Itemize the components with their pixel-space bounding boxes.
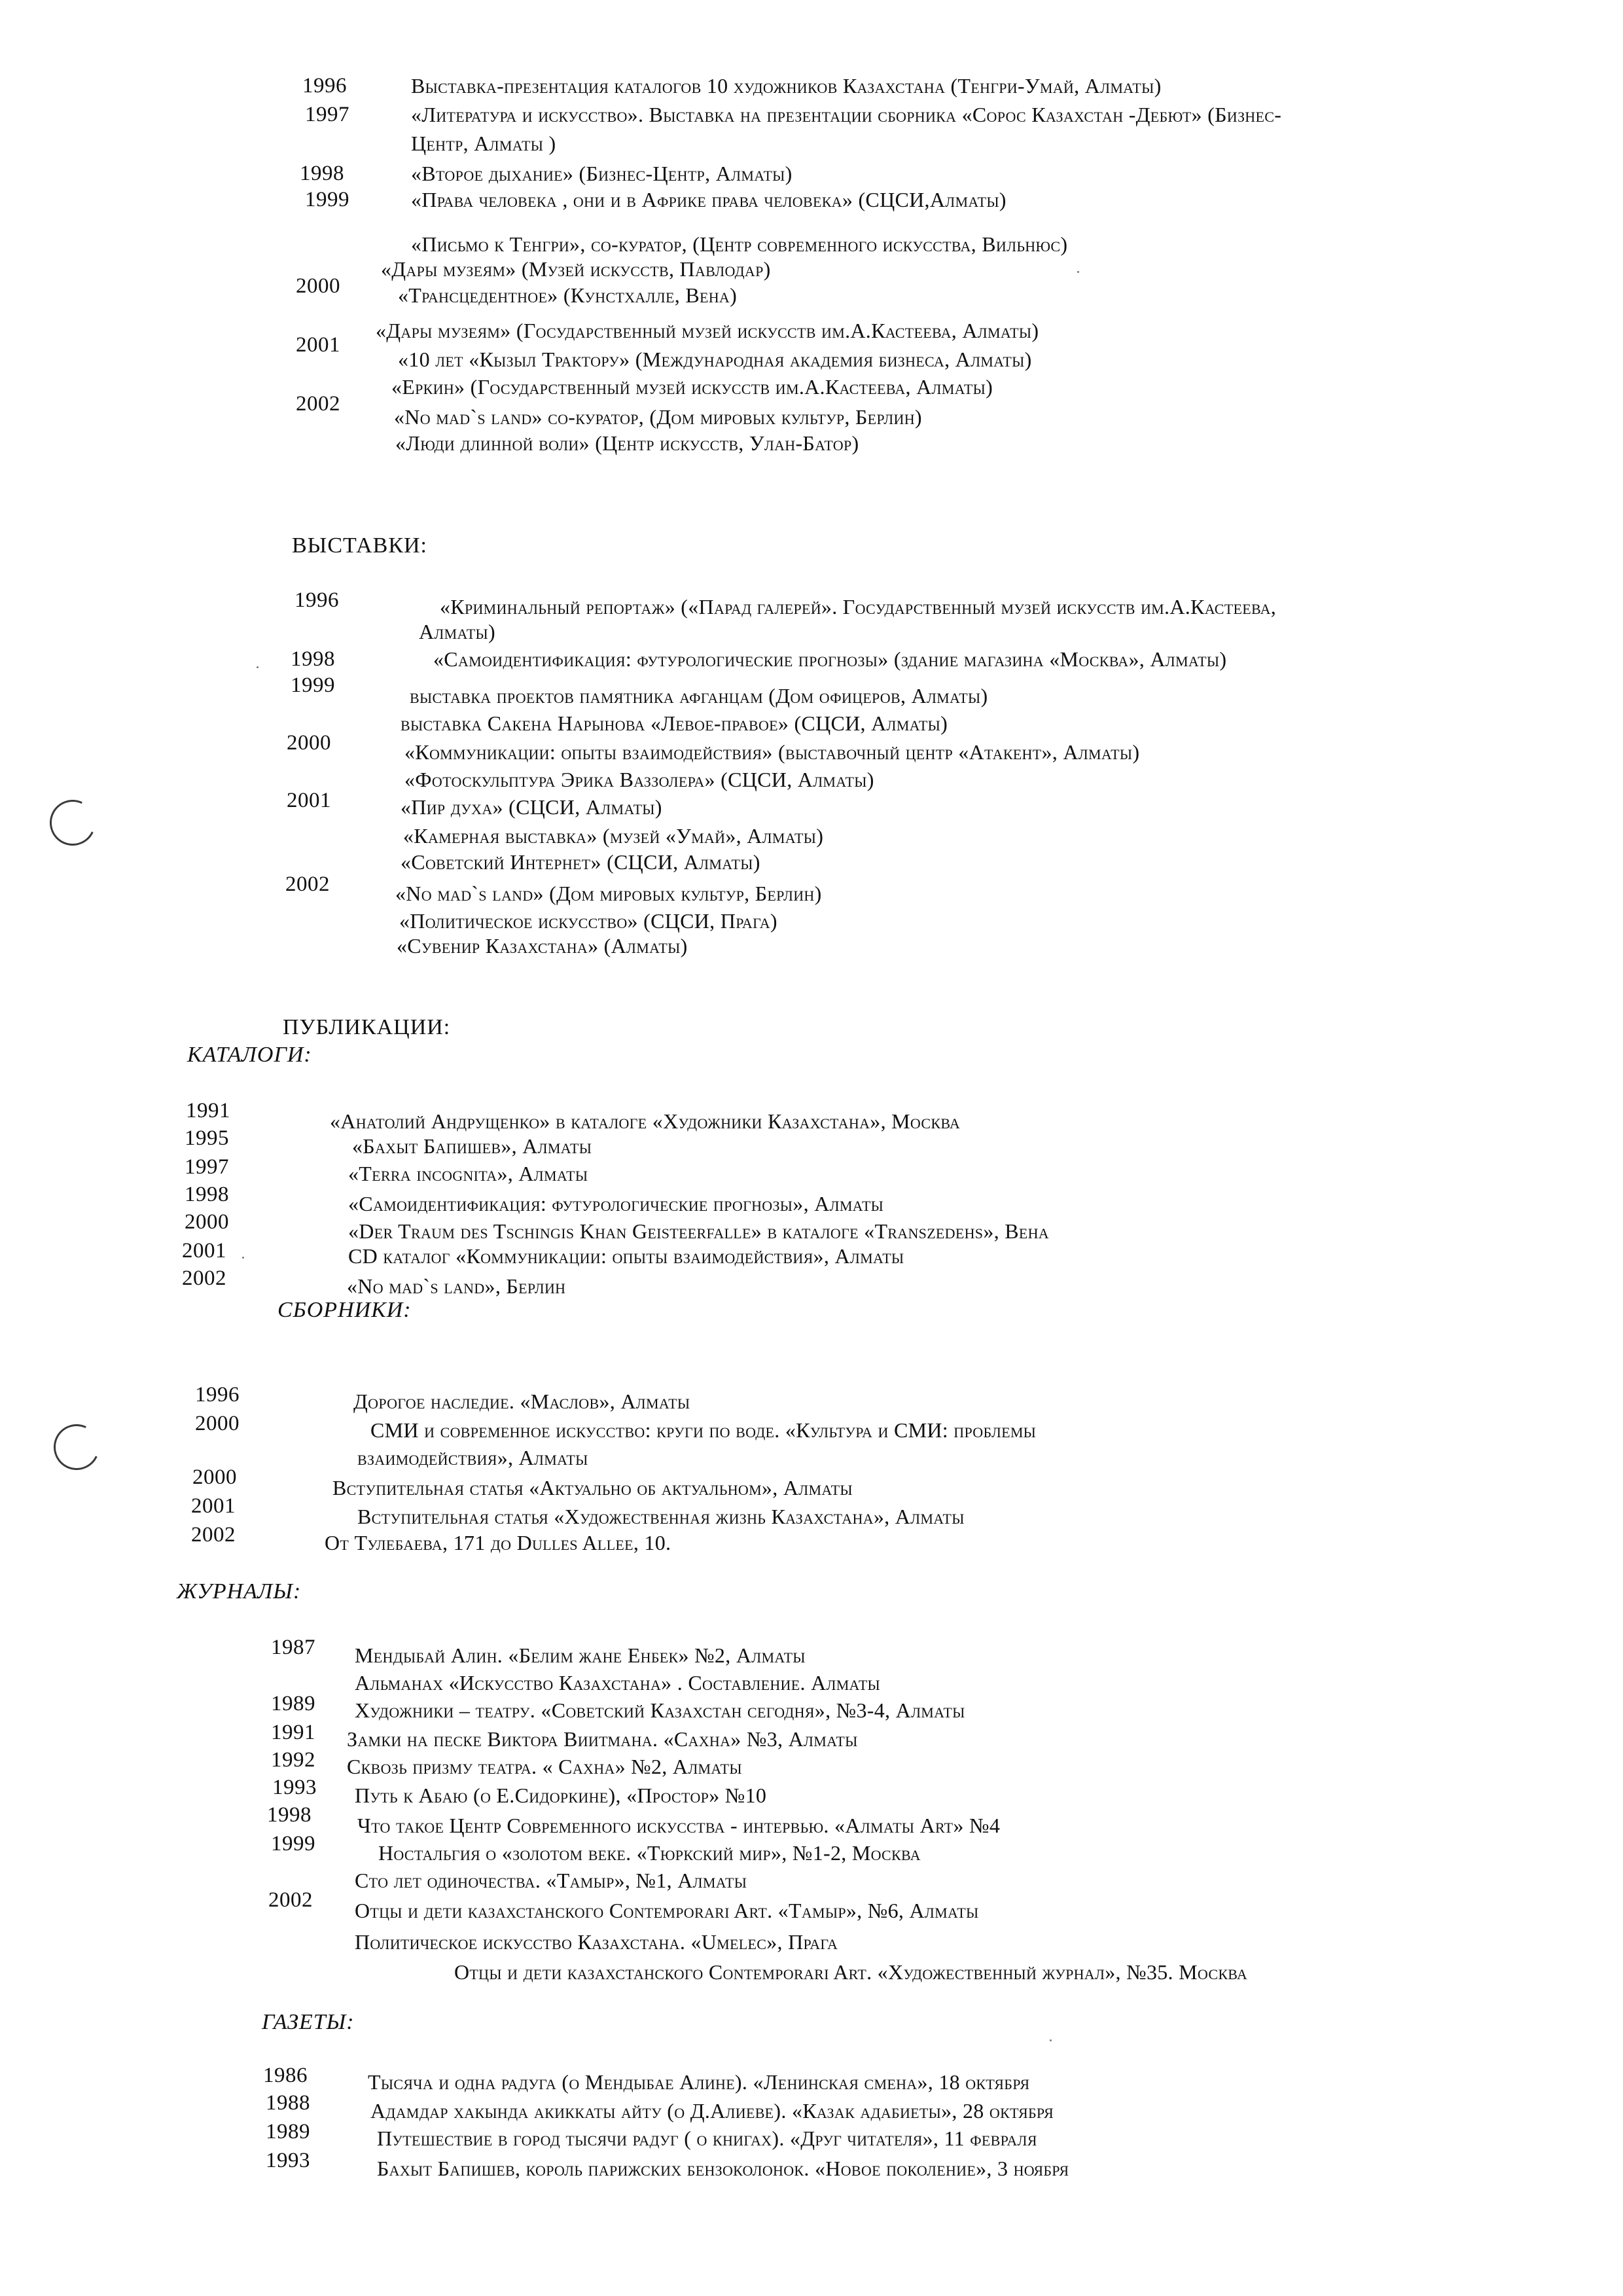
scan-speck — [242, 1257, 244, 1259]
publications-heading: ПУБЛИКАЦИИ: — [283, 1015, 451, 1039]
row-text: Ностальгия о «золотом веке. «Тюркский мир», №1-2, Москва — [378, 1841, 921, 1865]
row-text: «Трансцедентное» (Кунстхалле, Вена) — [398, 283, 738, 307]
row-year: 1999 — [305, 188, 349, 211]
row-year: 1999 — [271, 1832, 315, 1856]
row-year: 2001 — [296, 333, 340, 357]
row-year: 2002 — [182, 1266, 226, 1290]
row-text: Центр, Алматы ) — [411, 132, 556, 155]
row-text: «Анатолий Андрущенко» в каталоге «Художники Казахстана», Москва — [330, 1109, 961, 1133]
row-text: «Der Traum des Tschingis Khan Geisteerfalle» в каталоге «Transzedehs», Вена — [348, 1219, 1049, 1243]
row-text: «Еркин» (Государственный музей искусств им.А.Кастеева, Алматы) — [391, 375, 993, 399]
row-text: «Письмо к Тенгри», со-куратор, (Центр современного искусства, Вильнюс) — [411, 232, 1068, 256]
row-year: 2000 — [195, 1412, 240, 1435]
list-item — [0, 729, 1623, 768]
row-year: 1992 — [271, 1748, 315, 1772]
row-year: 1987 — [271, 1636, 315, 1659]
row-text: «10 лет «Кызыл Трактору» (Международная академия бизнеса, Алматы) — [398, 348, 1032, 371]
row-year: 1997 — [305, 103, 349, 126]
row-text: Дорогое наследие. «Маслов», Алматы — [353, 1390, 690, 1413]
row-text: Путь к Абаю (о Е.Сидоркине), «Простор» №10 — [355, 1784, 767, 1807]
row-text: «No mad`s land» (Дом мировых культур, Берлин) — [395, 882, 822, 905]
row-text: «Литература и искусство». Выставка на презентации сборника «Сорос Казахстан -Дебют» (Бизнес- — [411, 103, 1282, 126]
row-year: 2002 — [191, 1523, 236, 1547]
row-year: 1998 — [185, 1183, 229, 1206]
list-item — [0, 932, 1623, 971]
list-item — [0, 1410, 1623, 1449]
list-item — [0, 1634, 1623, 1673]
row-text: выставка Сакена Нарынова «Левое-правое» (СЦСИ, Алматы) — [401, 711, 948, 735]
journals-heading: ЖУРНАЛЫ: — [177, 1579, 302, 1604]
row-year: 1988 — [266, 2091, 310, 2115]
row-year: 1998 — [267, 1803, 312, 1827]
row-text: Отцы и дети казахстанского Contemporari Art. «Тамыр», №6, Алматы — [355, 1899, 979, 1922]
row-text: «Дары музеям» (Государственный музей искусств им.А.Кастеева, Алматы) — [376, 319, 1039, 342]
row-text: «Камерная выставка» (музей «Умай», Алматы) — [403, 824, 824, 848]
row-text: выставка проектов памятника афганцам (Дом офицеров, Алматы) — [410, 684, 988, 708]
list-item — [0, 429, 1623, 469]
scan-speck — [257, 666, 259, 668]
row-text: взаимодействия», Алматы — [357, 1446, 588, 1469]
row-text: Адамдар хакында акиккаты айту (о Д.Алиеве). «Казак адабиеты», 28 октября — [370, 2099, 1054, 2123]
row-text: «Самоидентификация: футурологические прогнозы» (здание магазина «Москва», Алматы) — [433, 647, 1227, 671]
row-year: 2002 — [285, 872, 330, 896]
row-text: Замки на песке Виктора Виитмана. «Сахна» №3, Алматы — [347, 1727, 858, 1751]
list-item — [0, 1265, 1623, 1304]
row-year: 1998 — [300, 162, 344, 185]
row-text: «Пир духа» (СЦСИ, Алматы) — [401, 795, 662, 819]
row-text: «No mad`s land», Берлин — [347, 1274, 566, 1298]
row-text: Художники – театру. «Советский Казахстан сегодня», №3-4, Алматы — [355, 1698, 965, 1722]
row-year: 1996 — [302, 74, 347, 98]
row-text: Сто лет одиночества. «Тамыр», №1, Алматы — [355, 1869, 747, 1892]
row-year: 1989 — [266, 2120, 310, 2144]
list-item — [0, 272, 1623, 312]
row-text: Бахыт Бапишев, король парижских бензоколонок. «Новое поколение», 3 ноября — [377, 2157, 1069, 2180]
row-text: «Политическое искусство» (СЦСИ, Прага) — [399, 909, 777, 933]
row-text: «Terra incognita», Алматы — [348, 1162, 588, 1185]
exhibitions-heading: ВЫСТАВКИ: — [292, 533, 427, 558]
catalogs-heading: КАТАЛОГИ: — [187, 1043, 312, 1067]
list-item — [0, 870, 1623, 910]
row-year: 2000 — [287, 731, 331, 755]
row-year: 1989 — [271, 1692, 315, 1715]
row-text: «Советский Интернет» (СЦСИ, Алматы) — [401, 850, 760, 874]
list-item — [0, 787, 1623, 826]
row-text: «No mad`s land» со-куратор, (Дом мировых культур, Берлин) — [394, 405, 922, 429]
row-text: Альманах «Искусство Казахстана» . Составление. Алматы — [355, 1671, 881, 1695]
row-text: «Самоидентификация: футурологические прогнозы», Алматы — [348, 1192, 884, 1215]
list-item — [0, 1521, 1623, 1560]
row-year: 1996 — [195, 1383, 240, 1407]
row-year: 1998 — [291, 647, 335, 671]
row-text: «Люди длинной воли» (Центр искусств, Улан-Батор) — [395, 431, 859, 455]
row-year: 2000 — [296, 274, 340, 298]
row-text: «Коммуникации: опыты взаимодействия» (выставочный центр «Атакент», Алматы) — [404, 740, 1140, 764]
list-item — [0, 1830, 1623, 1869]
list-item — [0, 1886, 1623, 1926]
row-year: 2001 — [191, 1494, 236, 1518]
row-text: СМИ и современное искусство: круги по воде. «Культура и СМИ: проблемы — [370, 1418, 1037, 1442]
row-text: Выставка-презентация каталогов 10 художников Казахстана (Тенгри-Умай, Алматы) — [411, 74, 1162, 98]
list-item — [0, 1956, 1623, 1995]
row-text: Вступительная статья «Художественная жизнь Казахстана», Алматы — [357, 1505, 965, 1528]
row-year: 2000 — [192, 1465, 237, 1489]
scan-speck — [1050, 2039, 1052, 2041]
row-text: Тысяча и одна радуга (о Мендыбае Алине). «Ленинская смена», 18 октября — [368, 2070, 1030, 2094]
row-text: Политическое искусство Казахстана. «Umelec», Прага — [355, 1930, 838, 1954]
newspapers-heading: ГАЗЕТЫ: — [262, 2010, 355, 2034]
row-year: 1993 — [272, 1776, 317, 1799]
row-year: 1986 — [263, 2064, 308, 2087]
row-text: Алматы) — [419, 620, 495, 643]
row-year: 1991 — [271, 1721, 315, 1744]
row-text: Сквозь призму театра. « Сахна» №2, Алматы — [347, 1755, 742, 1778]
row-text: Что такое Центр Современного искусства - интервью. «Алматы Art» №4 — [357, 1814, 1001, 1837]
row-text: «Второе дыхание» (Бизнес-Центр, Алматы) — [411, 162, 793, 185]
row-year: 2001 — [287, 789, 331, 812]
row-text: «Дары музеям» (Музей искусств, Павлодар) — [381, 257, 771, 281]
row-year: 1997 — [185, 1155, 229, 1179]
row-text: Мендыбай Алин. «Белим жане Енбек» №2, Алматы — [355, 1643, 806, 1667]
row-text: «Права человека , они и в Африке права человека» (СЦСИ,Алматы) — [411, 188, 1007, 211]
row-text: CD каталог «Коммуникации: опыты взаимодействия», Алматы — [348, 1244, 904, 1268]
row-year: 1999 — [291, 673, 335, 697]
row-year: 2000 — [185, 1210, 229, 1234]
row-year: 1991 — [186, 1099, 230, 1122]
row-text: От Тулебаева, 171 до Dulles Allee, 10. — [325, 1531, 671, 1554]
row-text: Путешествие в город тысячи радуг ( о книгах). «Друг читателя», 11 февраля — [377, 2126, 1037, 2150]
row-year: 2002 — [296, 392, 340, 416]
row-text: «Фотоскульптура Эрика Ваззолера» (СЦСИ, Алматы) — [404, 768, 874, 791]
row-text: «Криминальный репортаж» («Парад галерей». Государственный музей искусств им.А.Кастеева, — [440, 595, 1277, 619]
row-year: 2001 — [182, 1239, 226, 1263]
row-year: 1996 — [294, 588, 339, 612]
row-year: 1993 — [266, 2149, 310, 2172]
row-year: 2002 — [268, 1888, 313, 1912]
collections-heading: СБОРНИКИ: — [277, 1298, 412, 1322]
list-item — [0, 2147, 1623, 2186]
row-text: Вступительная статья «Актуально об актуальном», Алматы — [332, 1476, 853, 1499]
scan-speck — [1077, 271, 1079, 273]
list-item — [0, 331, 1623, 370]
row-text: «Сувенир Казахстана» (Алматы) — [397, 934, 688, 958]
list-item — [0, 672, 1623, 711]
row-text: «Бахыт Бапишев», Алматы — [352, 1134, 592, 1158]
list-item — [0, 390, 1623, 429]
row-text: Отцы и дети казахстанского Contemporari Art. «Художественный журнал», №35. Москва — [454, 1960, 1248, 1984]
row-year: 1995 — [185, 1126, 229, 1150]
list-item — [0, 186, 1623, 225]
